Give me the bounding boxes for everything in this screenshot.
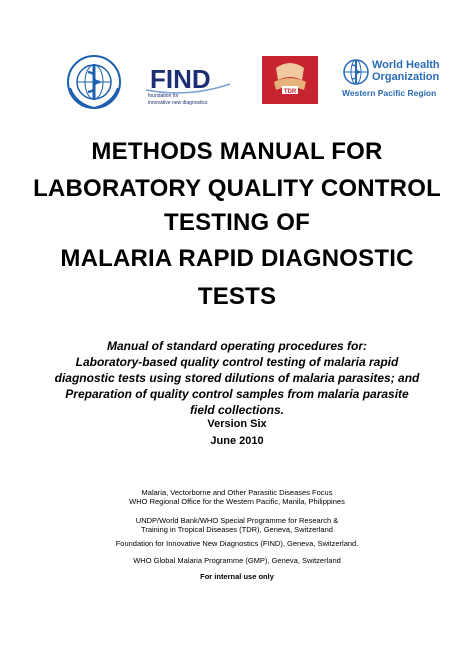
affiliation-line-2: WHO Regional Office for the Western Pacific, Manila, Philippines [129, 497, 345, 506]
find-logo [144, 60, 234, 106]
affiliation-line-6: WHO Global Malaria Programme (GMP), Geneva, Switzerland [133, 556, 341, 565]
internal-use-note: For internal use only [200, 572, 274, 581]
logo-row [0, 50, 474, 110]
subtitle-line-5: field collections. [189, 403, 285, 417]
affiliation-line-1: Malaria, Vectorborne and Other Parasitic Diseases Focus [141, 488, 333, 497]
subtitle-line-1: Manual of standard operating procedures for: [106, 339, 368, 353]
title-line-5: TESTS [197, 283, 277, 310]
tdr-logo-name: TDR [283, 89, 297, 95]
date-label: June 2010 [210, 435, 264, 447]
title-line-2: LABORATORY QUALITY CONTROL [33, 175, 441, 202]
subtitle-line-2: Laboratory-based quality control testing of malaria rapid [75, 355, 399, 369]
version-label: Version Six [207, 418, 267, 430]
tdr-logo [262, 56, 318, 104]
whowpr-line1: World Health [372, 59, 440, 71]
find-tagline-line2: innovative new diagnostics [148, 100, 208, 106]
subtitle-line-3: diagnostic tests using stored dilutions of malaria parasites; and [54, 371, 420, 385]
find-logo-name: FIND [150, 64, 211, 94]
who-wpr-logo [342, 54, 442, 100]
affiliation-line-3: UNDP/World Bank/WHO Special Programme for Research & [135, 516, 339, 525]
whowpr-line3: Western Pacific Region [342, 88, 437, 98]
affiliation-line-4: Training in Tropical Diseases (TDR), Geneva, Switzerland [141, 525, 333, 534]
who-emblem-logo [66, 54, 122, 110]
find-tagline-line1: foundation for [148, 93, 179, 99]
title-line-3: TESTING OF [164, 209, 310, 236]
whowpr-line2: Organization [372, 71, 440, 83]
title-line-1: METHODS MANUAL FOR [91, 138, 383, 165]
subtitle-line-4: Preparation of quality control samples from malaria parasite [65, 387, 409, 401]
title-line-4: MALARIA RAPID DIAGNOSTIC [60, 245, 414, 272]
affiliation-line-5: Foundation for Innovative New Diagnostics (FIND), Geneva, Switzerland. [115, 539, 359, 548]
